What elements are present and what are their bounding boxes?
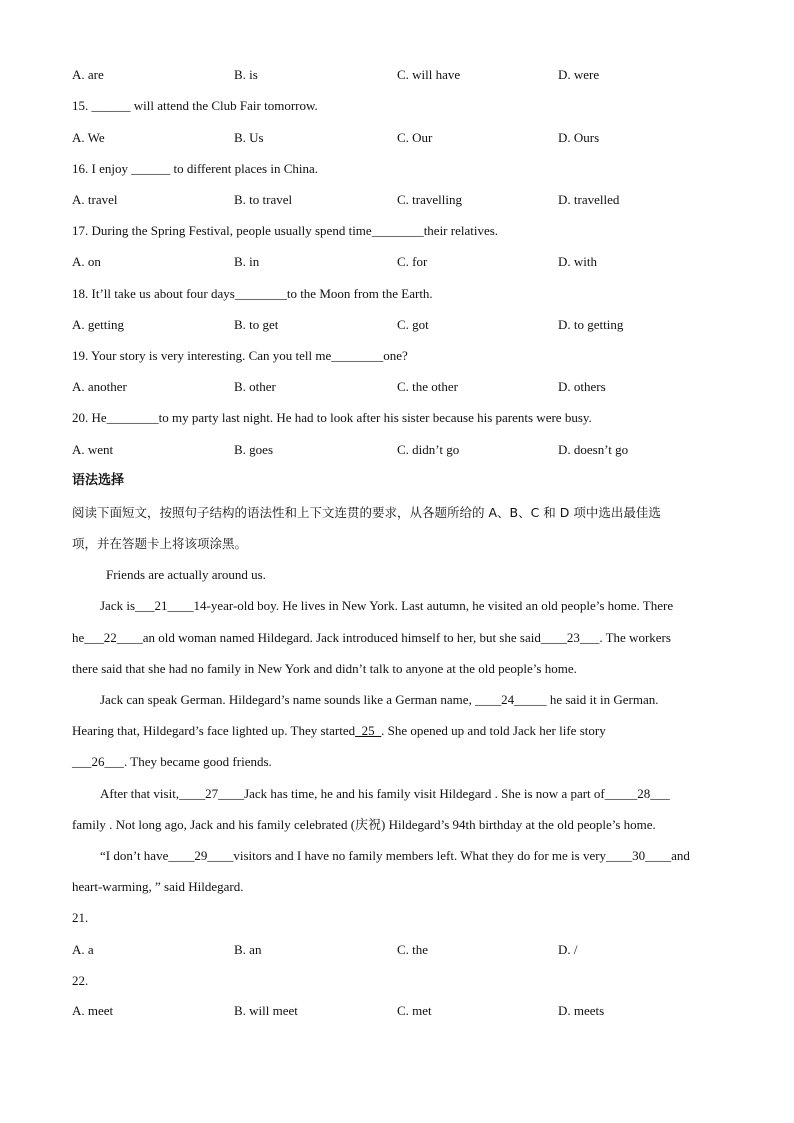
passage-text: After that visit,	[100, 786, 180, 801]
q16-option-d: D. travelled	[558, 192, 620, 207]
passage-text: Jack can speak German. Hildegard’s name sounds like a German name,	[100, 692, 476, 707]
q17-option-b: B. in	[234, 254, 260, 269]
q17-text-post: their relatives.	[423, 223, 499, 238]
q19-text-post: one?	[383, 348, 408, 363]
passage-p2-line2	[72, 723, 606, 739]
passage-text: . The workers	[599, 630, 671, 645]
passage-text: visitors and I have no family members left. What they do for me is very	[233, 848, 607, 863]
passage-text: 14-year-old boy. He lives in New York. Last autumn, he visited an old people’s home. There	[193, 598, 674, 613]
blank-27: ____27____	[179, 786, 245, 801]
q17-option-c: C. for	[397, 254, 428, 269]
q21-option-d: D. /	[558, 942, 578, 957]
passage-text: he	[72, 630, 85, 645]
q22-number: 22.	[72, 973, 89, 988]
blank-22: ___22____	[84, 630, 143, 645]
q15-option-b: B. Us	[234, 130, 264, 145]
q22-option-d: D. meets	[558, 1003, 605, 1018]
q15-number: 15.	[72, 98, 89, 113]
q20-blank: ________	[106, 410, 159, 425]
passage-p1-line3: there said that she had no family in New York and didn’t talk to anyone at the old people’s home.	[72, 661, 577, 676]
q18-option-a: A. getting	[72, 317, 124, 332]
passage-p2-line1	[100, 692, 659, 708]
q20-option-c: C. didn’t go	[397, 442, 460, 457]
passage-p4-line2: heart-warming, ” said Hildegard.	[72, 879, 244, 894]
blank-21: ___21____	[135, 598, 194, 613]
q16-text-pre: 16. I enjoy	[72, 161, 132, 176]
q18-text-pre: 18. It’ll take us about four days	[72, 286, 235, 301]
q20-option-d: D. doesn’t go	[558, 442, 629, 457]
section-instructions-line1: 阅读下面短文，按照句子结构的语法性和上下文连贯的要求，从各题所给的 A、B、C 和 D 项中选出最佳选	[72, 505, 661, 520]
q14-option-d: D. were	[558, 67, 600, 82]
q19-option-c: C. the other	[397, 379, 459, 394]
q16-text-post: to different places in China.	[170, 161, 318, 176]
q21-option-b: B. an	[234, 942, 262, 957]
blank-30: ____30____	[606, 848, 672, 863]
passage-p1-line2	[72, 630, 671, 646]
q18-stem	[72, 286, 433, 302]
section-instructions-line2: 项，并在答题卡上将该项涂黑。	[72, 536, 248, 551]
q15-option-a: A. We	[72, 130, 105, 145]
q18-option-c: C. got	[397, 317, 429, 332]
q19-stem	[72, 348, 408, 364]
q15-stem	[72, 98, 318, 114]
q19-option-d: D. others	[558, 379, 606, 394]
q22-option-a: A. meet	[72, 1003, 114, 1018]
q19-option-b: B. other	[234, 379, 276, 394]
q17-option-d: D. with	[558, 254, 597, 269]
passage-text: and	[671, 848, 690, 863]
q15-blank: ______	[91, 98, 131, 113]
section-heading: 语法选择	[72, 473, 125, 488]
q18-text-post: to the Moon from the Earth.	[286, 286, 433, 301]
q20-text-pre: 20. He	[72, 410, 107, 425]
q17-stem	[72, 223, 498, 239]
q17-text-pre: 17. During the Spring Festival, people usually spend time	[72, 223, 372, 238]
passage-text: Hearing that, Hildegard’s face lighted up. They started	[72, 723, 356, 738]
q15-text: will attend the Club Fair tomorrow.	[130, 98, 318, 113]
q15-option-d: D. Ours	[558, 130, 600, 145]
passage-title: Friends are actually around us.	[106, 567, 266, 582]
blank-29: ____29____	[168, 848, 234, 863]
q16-stem	[72, 161, 318, 177]
passage-text: . They became good friends.	[124, 754, 272, 769]
passage-text: Jack has time, he and his family visit Hildegard . She is now a part of	[244, 786, 605, 801]
blank-28: _____28___	[604, 786, 670, 801]
q17-blank: ________	[371, 223, 424, 238]
passage-p4-line1	[100, 848, 690, 864]
q16-option-b: B. to travel	[234, 192, 293, 207]
blank-23: ____23___	[540, 630, 600, 645]
q20-option-b: B. goes	[234, 442, 273, 457]
passage-text: . She opened up and told Jack her life story	[381, 723, 606, 738]
passage-p1-line1	[100, 598, 673, 614]
q20-option-a: A. went	[72, 442, 114, 457]
q19-option-a: A. another	[72, 379, 127, 394]
passage-text: he said it in German.	[546, 692, 659, 707]
passage-text: “I don’t have	[100, 848, 169, 863]
q19-blank: ________	[331, 348, 384, 363]
q21-option-a: A. a	[72, 942, 94, 957]
q22-option-c: C. met	[397, 1003, 432, 1018]
q21-option-c: C. the	[397, 942, 429, 957]
passage-p3-line1	[100, 786, 670, 802]
passage-text: an old woman named Hildegard. Jack introduced himself to her, but she said	[142, 630, 541, 645]
q16-option-a: A. travel	[72, 192, 118, 207]
q14-option-a: A. are	[72, 67, 104, 82]
q16-option-c: C. travelling	[397, 192, 462, 207]
q19-text-pre: 19. Your story is very interesting. Can you tell me	[72, 348, 332, 363]
q14-option-b: B. is	[234, 67, 258, 82]
passage-text: Jack is	[100, 598, 136, 613]
blank-26: ___26___	[72, 754, 124, 769]
blank-25: _25_	[355, 723, 382, 738]
q18-option-b: B. to get	[234, 317, 279, 332]
q17-option-a: A. on	[72, 254, 101, 269]
q18-blank: ________	[234, 286, 287, 301]
q21-number: 21.	[72, 910, 89, 925]
passage-p2-line3	[72, 754, 272, 770]
q15-option-c: C. Our	[397, 130, 433, 145]
q18-option-d: D. to getting	[558, 317, 624, 332]
q20-text-post: to my party last night. He had to look after his sister because his parents were busy.	[158, 410, 592, 425]
q16-blank: ______	[131, 161, 171, 176]
passage-p3-line2: family . Not long ago, Jack and his family celebrated (庆祝) Hildegard’s 94th birthday at the old people’s home.	[72, 817, 656, 832]
q14-option-c: C. will have	[397, 67, 461, 82]
blank-24: ____24_____	[475, 692, 547, 707]
q22-option-b: B. will meet	[234, 1003, 298, 1018]
q20-stem	[72, 410, 592, 426]
